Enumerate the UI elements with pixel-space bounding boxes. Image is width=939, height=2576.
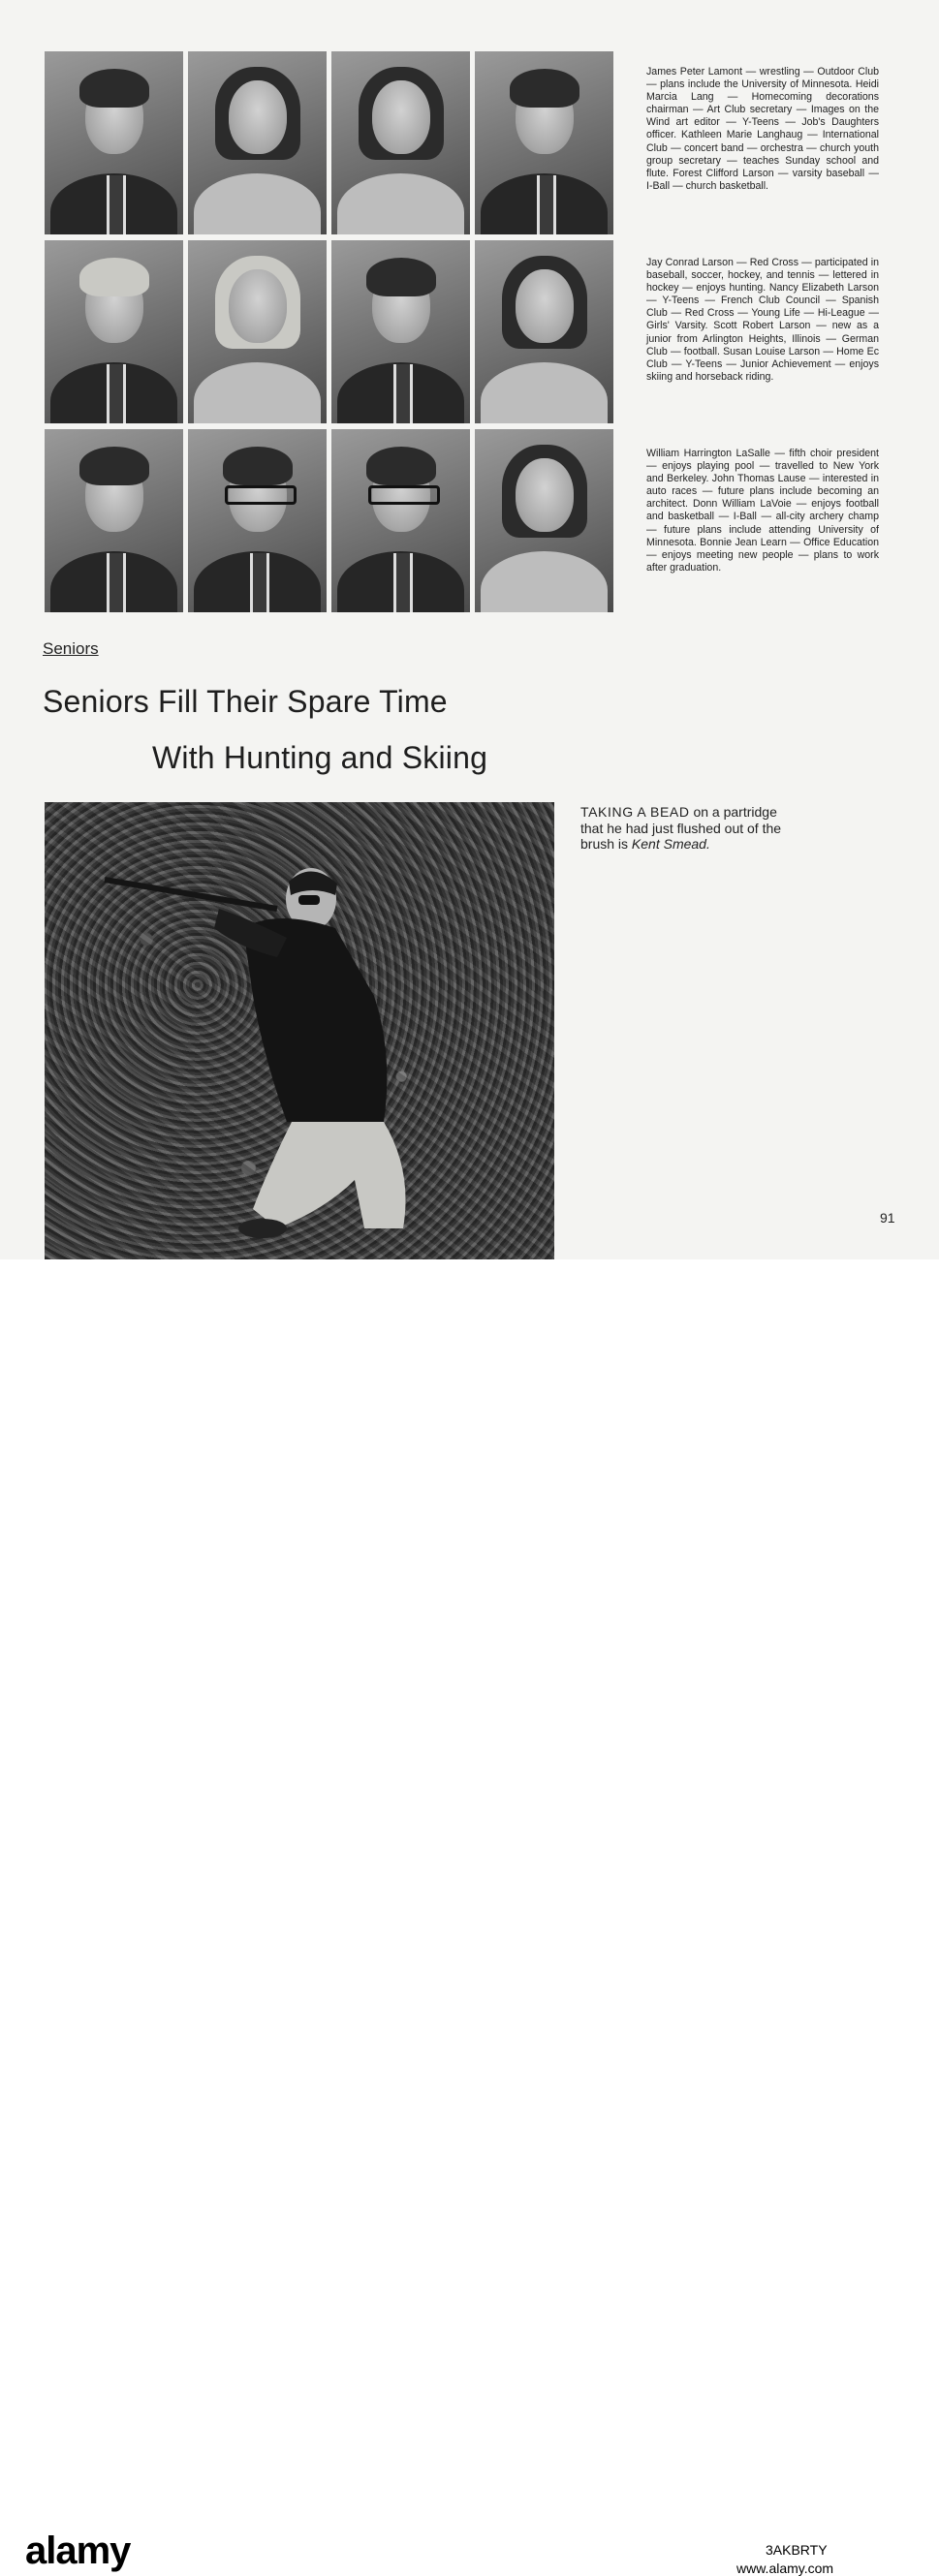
watermark-footer [0, 1259, 939, 2576]
portrait-william-lasalle [45, 429, 183, 612]
portrait-kathleen-langhaug [331, 51, 470, 234]
portrait-bonnie-learn [475, 429, 613, 612]
portrait-john-lause [188, 429, 327, 612]
bio-paragraph-row1: James Peter Lamont — wrestling — Outdoor Club — plans include the University of Minnesota. Heidi Marcia Lang — Homecoming decorations chairman — Art Club secretary — Images on the Wind art editor — Y-Teens — Job's Daughters officer. Kathleen Marie Langhaug — International Club — concert band — orchestra — church youth group secretary — teaches Sunday school and flute. Forest Clifford Larson — varsity baseball — I-Ball — church basketball. [646, 66, 879, 192]
portrait-heidi-lang [188, 51, 327, 234]
portrait-jay-larson [45, 240, 183, 423]
portrait-donn-lavoie [331, 429, 470, 612]
alamy-logo: alamy [25, 2529, 131, 2572]
hunter-figure [45, 802, 554, 1259]
portrait-james-lamont [45, 51, 183, 234]
portrait-scott-larson [331, 240, 470, 423]
caption-name: Kent Smead. [631, 836, 710, 852]
bio-paragraph-row3: William Harrington LaSalle — fifth choir president — enjoys playing pool — travelled to New York and Berkeley. John Thomas Lause — interested in auto races — future plans include becoming an architect. Donn William LaVoie — enjoys football and basketball — I-Ball — all-city archery champ — future plans include attending University of Minnesota. Bonnie Jean Learn — Office Education — enjoys meeting new people — plans to work after graduation. [646, 448, 879, 574]
page-number: 91 [880, 1210, 895, 1226]
portrait-nancy-larson [188, 240, 327, 423]
portrait-grid [45, 51, 615, 612]
portrait-susan-larson [475, 240, 613, 423]
image-code: 3AKBRTY [766, 2542, 828, 2558]
portrait-forest-larson [475, 51, 613, 234]
section-label: Seniors [43, 639, 99, 658]
headline-line2: With Hunting and Skiing [152, 740, 488, 775]
bio-paragraph-row2: Jay Conrad Larson — Red Cross — participated in baseball, soccer, hockey, and tennis — lettered in hockey — enjoys hunting. Nancy Elizabeth Larson — Y-Teens — French Club Council — Spanish Club — Red Cross — Young Life — Hi-League — Girls' Varsity. Scott Robert Larson — new as a junior from Arlington Heights, Illinois — German Club — football. Susan Louise Larson — Home Ec Club — Y-Teens — Junior Achievement — enjoys skiing and horseback riding. [646, 257, 879, 383]
hunter-photo [45, 802, 554, 1259]
caption-lead: TAKING A BEAD [580, 804, 690, 820]
yearbook-page [0, 0, 939, 1259]
footer-url[interactable]: www.alamy.com [736, 2560, 834, 2576]
headline-line1: Seniors Fill Their Spare Time [43, 684, 448, 719]
photo-caption [580, 804, 786, 853]
caption-body: on a partridge that he had just flushed out of the brush is [580, 804, 782, 852]
